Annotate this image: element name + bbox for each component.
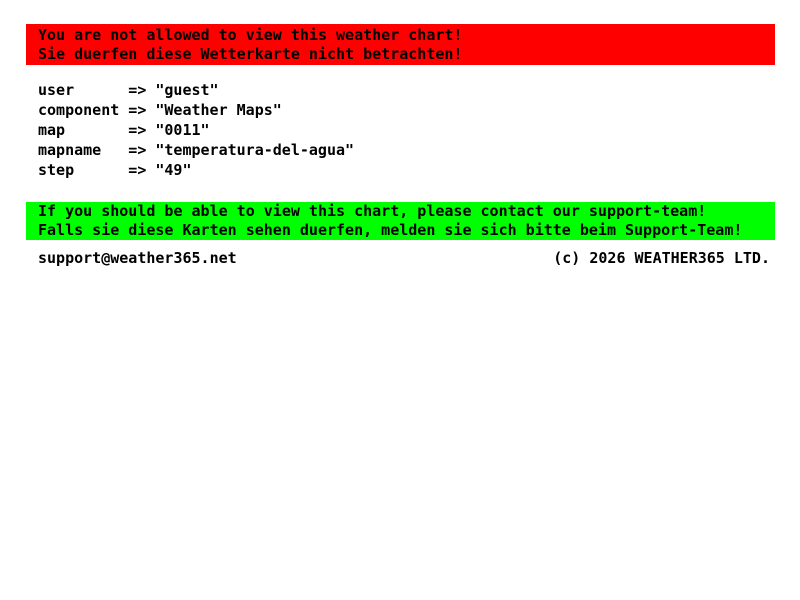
param-row-component [38,100,354,120]
param-value: "Weather Maps" [155,101,282,119]
param-row-step [38,160,354,180]
error-banner-line-de: Sie duerfen diese Wetterkarte nicht betrachten! [38,44,463,63]
info-banner-line-de: Falls sie diese Karten sehen duerfen, melden sie sich bitte beim Support-Team! [38,221,743,239]
param-value: "temperatura-del-agua" [155,141,355,159]
param-key: step [38,161,75,179]
param-key: mapname [38,141,102,159]
request-details [38,80,354,180]
param-row-mapname [38,140,354,160]
param-arrow: => [128,101,147,119]
param-key: component [38,101,120,119]
info-banner [26,202,775,240]
param-arrow: => [128,161,147,179]
param-key: map [38,121,66,139]
error-banner-line-en: You are not allowed to view this weather chart! [38,25,463,44]
info-banner-line-en: If you should be able to view this chart, please contact our support-team! [38,202,707,220]
param-arrow: => [128,81,147,99]
footer [38,249,770,268]
param-row-map [38,120,354,140]
param-row-user [38,80,354,100]
param-arrow: => [128,141,147,159]
copyright-text: (c) 2026 WEATHER365 LTD. [553,249,770,267]
param-key: user [38,81,75,99]
param-arrow: => [128,121,147,139]
param-value: "guest" [155,81,219,99]
error-banner [26,24,775,65]
support-email: support@weather365.net [38,249,237,267]
param-value: "49" [155,161,192,179]
param-value: "0011" [155,121,210,139]
